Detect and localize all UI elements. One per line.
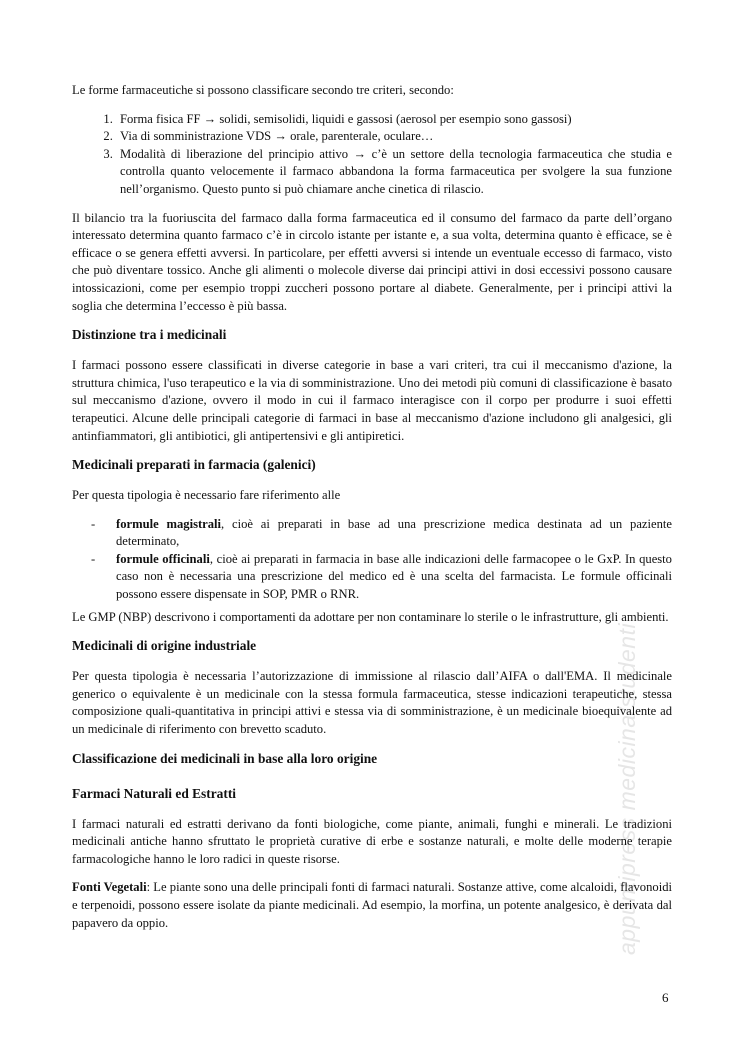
term-text: , cioè ai preparati in farmacia in base alle indicazioni delle farmacopee o le GxP. In questo caso non è necessaria una prescrizione del medico ed è una scelta del farmacista. Le formule officinali possono essere dispensate in SOP, PMR o RNR. (116, 551, 672, 602)
industriale-paragraph: Per questa tipologia è necessaria l’autorizzazione di immissione al rilascio dall’AIFA o dall'EMA. Il medicinale generico o equivalente è un medicinale con la stessa formula farmaceutica, stesse indicazioni terapeutiche, stessa composizione quali-quantitativa in principi attivi e stessa via di somministrazione, è un medicinale bioequivalente ad un medicinale di riferimento con brevetto scaduto. (72, 669, 672, 737)
formule-list (72, 516, 672, 604)
formule-item-magistrali (91, 516, 672, 551)
fonti-vegetali-paragraph (72, 879, 672, 932)
section-heading-industriale: Medicinali di origine industriale (72, 638, 257, 654)
naturali-paragraph: I farmaci naturali ed estratti derivano da fonti biologiche, come piante, animali, funghi e minerali. Le tradizioni medicinali antiche hanno sfruttato le proprietà curative di erbe e sostanze naturali, e molte delle moderne terapie farmacologiche hanno le loro radici in queste risorse. (72, 816, 672, 866)
watermark: appuntipress medicina/studenti (614, 622, 640, 955)
gmp-paragraph: Le GMP (NBP) descrivono i comportamenti da adottare per non contaminare lo sterile o le infrastrutture, gli ambienti. (72, 609, 669, 624)
term-text: , cioè ai preparati in base ad una prescrizione medica destinata ad un paziente determinato, (116, 516, 672, 549)
list-dash: - (91, 551, 96, 566)
section-heading-galenici: Medicinali preparati in farmacia (galenici) (72, 457, 316, 473)
criteria-item-3: 3. Modalità di liberazione del principio attivo → c’è un settore della tecnologia farmaceutica che studia e controlla quanto velocemente il farmaco abbandona la forma farmaceutica per svolgere la sua funzione nell’organismo. Questo punto si può chiamare anche cinetica di rilascio. (116, 146, 672, 199)
section-heading-naturali: Farmaci Naturali ed Estratti (72, 785, 236, 801)
section-heading-distinzione: Distinzione tra i medicinali (72, 327, 227, 343)
galenici-intro: Per questa tipologia è necessario fare riferimento alle (72, 488, 341, 503)
formule-item-officinali (91, 551, 672, 604)
criteria-item-2: 2. Via di somministrazione VDS → orale, parenterale, oculare… (116, 128, 672, 146)
criteria-item-1: 1. Forma fisica FF → solidi, semisolidi, liquidi e gassosi (aerosol per esempio sono gassosi) (116, 111, 672, 129)
criteria-list (72, 111, 672, 199)
fonti-vegetali-label: Fonti Vegetali (72, 880, 147, 895)
page-number: 6 (662, 990, 669, 1005)
intro-paragraph: Le forme farmaceutiche si possono classificare secondo tre criteri, secondo: (72, 83, 454, 97)
document-page (72, 82, 672, 943)
term-bold: formule magistrali (116, 516, 222, 531)
distinzione-paragraph: I farmaci possono essere classificati in diverse categorie in base a vari criteri, tra cui il meccanismo d'azione, la struttura chimica, l'uso terapeutico e la via di somministrazione. Uno dei metodi più comuni di classificazione è basato sul meccanismo d'azione, ovvero il modo in cui il farmaco interagisce con il corpo per produrre i suoi effetti terapeutici. Alcune delle principali categorie di farmaci in base al meccanismo d'azione includono gli analgesici, gli antinfiammatori, gli antibiotici, gli antipertensivi e gli antipiretici. (72, 358, 672, 443)
fonti-vegetali-text: : Le piante sono una delle principali fonti di farmaci naturali. Sostanze attive, come alcaloidi, flavonoidi e terpenoidi, possono essere isolate da piante medicinali. Ad esempio, la morfina, un potente analgesico, è derivata dal papavero da oppio. (72, 880, 672, 930)
section-heading-classificazione: Classificazione dei medicinali in base alla loro origine (72, 750, 378, 766)
term-bold: formule officinali (116, 551, 210, 566)
bilancio-paragraph: Il bilancio tra la fuoriuscita del farmaco dalla forma farmaceutica ed il consumo del farmaco da parte dell’organo interessato determina quanto farmaco c’è in circolo istante per istante e, a sua volta, determina quanto è efficace, se è efficace o se genera effetti avversi. In particolare, per effetti avversi si intende un eventuale eccesso di farmaco, visto che può diventare tossico. Anche gli alimenti o molecole diverse dai principi attivi in dosi eccessivi possono causare intossicazioni, come per esempio troppi zuccheri possono portare al diabete. Generalmente, per i principi attivi la soglia che determina l’eccesso è più bassa. (72, 210, 672, 313)
list-dash: - (91, 516, 96, 531)
